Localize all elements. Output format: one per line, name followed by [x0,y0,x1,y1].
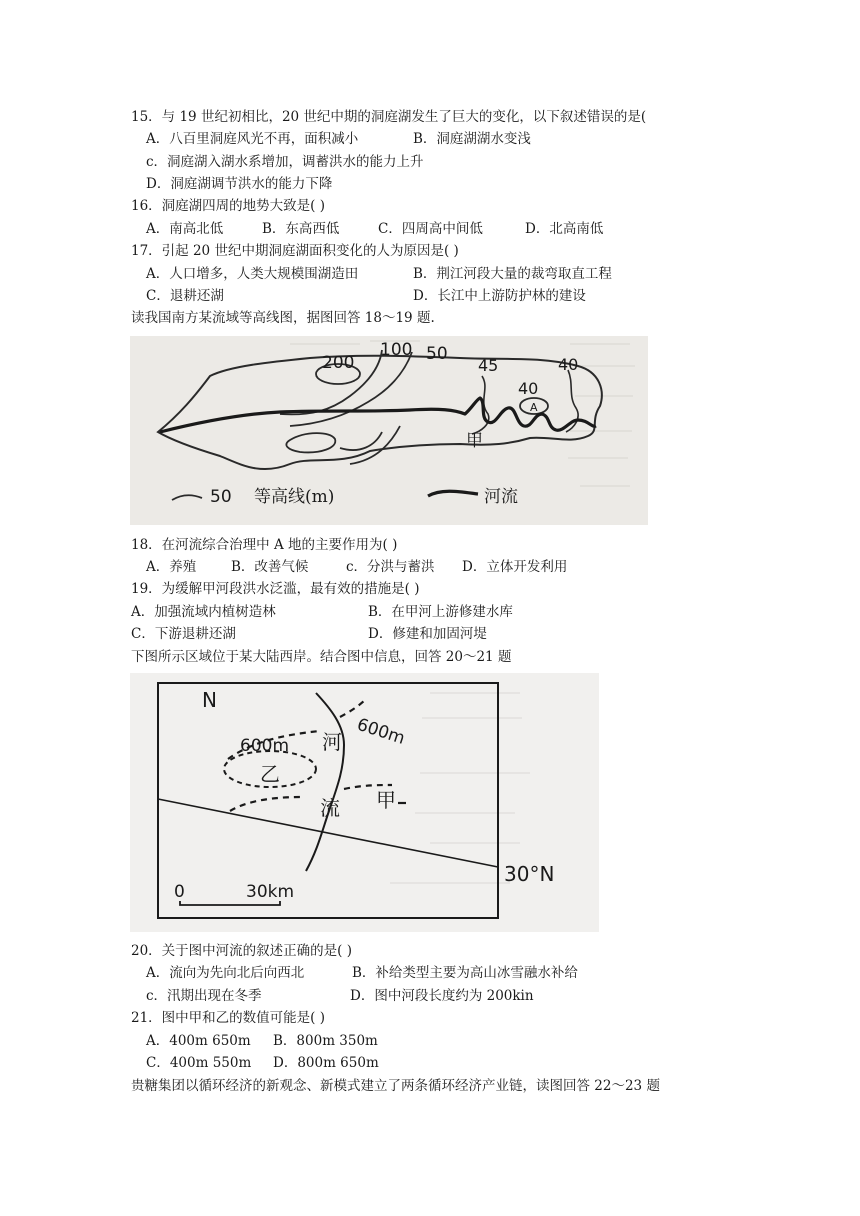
q20-stem: 20．关于图中河流的叙述正确的是( ) [131,943,353,959]
intro-20-21: 下图所示区域位于某大陆西岸。结合图中信息，回答 20～21 题 [131,649,512,665]
west-coast-map-svg [130,673,599,932]
scale-zero-label: 0 [174,882,185,902]
contour-label-50: 50 [426,344,448,364]
q17-option-c: C．退耕还湖 [146,288,224,304]
river-label-he: 河 [322,730,342,754]
q19-option-a: A．加强流域内植树造林 [131,604,276,620]
contour-label-100: 100 [380,340,413,360]
q15-option-d: D．洞庭湖调节洪水的能力下降 [146,176,333,192]
contour-lower [230,797,302,811]
contour-map-svg [130,336,648,525]
intro-18-19: 读我国南方某流域等高线图，据图回答 18～19 题. [131,310,435,326]
q17-option-a: A．人口增多，人类大规模围湖造田 [146,266,359,282]
scale-km-label: 30km [246,882,295,902]
intro-22-23: 贵糖集团以循环经济的新观念、新模式建立了两条循环经济产业链，读图回答 22～23 题 [131,1078,660,1094]
q16-option-c: C．四周高中间低 [378,221,483,237]
q17-option-d: D．长江中上游防护林的建设 [413,288,586,304]
q17-stem: 17．引起 20 世纪中期洞庭湖面积变化的人为原因是( ) [131,243,459,259]
q18-option-d: D．立体开发利用 [462,559,568,575]
q20-option-c: c．汛期出现在冬季 [146,988,262,1004]
q16-option-b: B．东高西低 [262,221,340,237]
point-jia-label: 甲 [376,788,396,812]
q21-option-c: C．400m 550m [146,1055,252,1071]
river-line [306,693,344,871]
q17-option-b: B．荆江河段大量的裁弯取直工程 [413,266,612,282]
legend-contour-label: 等高线(m) [254,487,335,507]
q16-stem: 16．洞庭湖四周的地势大致是( ) [131,198,326,214]
contour-label-600m-left: 600m [240,736,290,756]
q18-stem: 18．在河流综合治理中 A 地的主要作用为( ) [131,537,398,553]
contour-label-40-inner: 40 [518,379,539,398]
legend-contour-value: 50 [210,487,232,507]
contour-label-600m-right: 600m [354,714,408,749]
legend-contour-symbol [172,495,202,500]
q21-option-d: D．800m 650m [273,1055,379,1071]
q16-option-a: A．南高北低 [146,221,224,237]
q21-option-a: A．400m 650m [146,1033,251,1049]
q20-option-b: B．补给类型主要为高山冰雪融水补给 [352,965,578,981]
q19-stem: 19．为缓解甲河段洪水泛滥，最有效的措施是( ) [131,581,420,597]
point-jia-label: 甲 [466,431,483,451]
q15-option-a: A．八百里洞庭风光不再，面积减小 [146,131,359,147]
river-label-liu: 流 [320,796,340,820]
q19-option-d: D．修建和加固河堤 [368,626,487,642]
q18-option-c: c．分洪与蓄洪 [346,559,435,575]
west-coast-map-figure [130,673,599,932]
q21-option-b: B．800m 350m [273,1033,378,1049]
q19-option-b: B．在甲河上游修建水库 [368,604,513,620]
contour-map-figure [130,336,648,525]
q21-stem: 21．图中甲和乙的数值可能是( ) [131,1010,326,1026]
q18-option-a: A．养殖 [146,559,197,575]
contour-label-200: 200 [322,353,355,373]
contour-label-40-outer: 40 [558,355,579,374]
legend-river-symbol [428,491,478,496]
q20-option-d: D．图中河段长度约为 200kin [350,988,534,1004]
north-label: N [202,688,217,712]
contour-label-45: 45 [478,356,499,375]
legend-river-label: 河流 [484,487,518,507]
latitude-label: 30°N [504,862,555,886]
q20-option-a: A．流向为先向北后向西北 [146,965,305,981]
q15-stem: 15．与 19 世纪初相比，20 世纪中期的洞庭湖发生了巨大的变化，以下叙述错误的是( [131,109,647,125]
q16-option-d: D．北高南低 [525,221,604,237]
q19-option-c: C．下游退耕还湖 [131,626,236,642]
q18-option-b: B．改善气候 [231,559,309,575]
point-yi-label: 乙 [260,762,280,786]
q15-option-b: B．洞庭湖湖水变浅 [413,131,531,147]
point-a-label: A [530,401,538,414]
q15-option-c: c．洞庭湖入湖水系增加，调蓄洪水的能力上升 [146,154,424,170]
